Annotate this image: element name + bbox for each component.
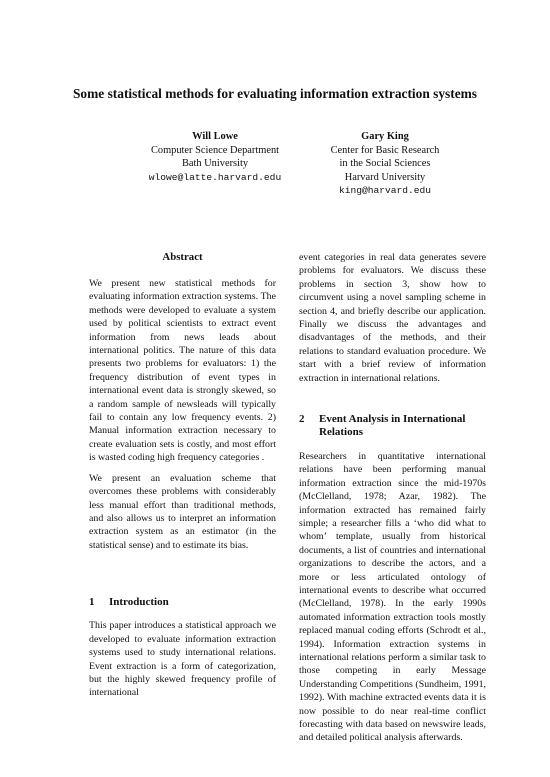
right-column: [299, 251, 486, 745]
author-affiliation: Computer Science Department: [150, 144, 280, 156]
author-affiliation: in the Social Sciences: [339, 158, 431, 170]
section-number: 2: [299, 413, 305, 426]
author-block-king: [290, 130, 480, 198]
abstract-heading: Abstract: [162, 251, 203, 263]
author-affiliation: Harvard University: [344, 171, 426, 183]
author-name: Gary King: [361, 131, 409, 142]
body-paragraph: event categories in real data generates severe problems for evaluators. We discuss these problems in section 3, show how to circumvent using a novel sampling scheme in section 4, and briefly describe our application. Finally we discuss the advantages and disadvantages of the methods, and their relations to standard evaluation procedure. We start with a brief review of information extraction in international relations.: [299, 252, 486, 384]
section-number: 1: [89, 596, 95, 608]
author-affiliation: Bath University: [181, 158, 249, 170]
section-title: Introduction: [109, 596, 169, 608]
author-block-lowe: [110, 130, 320, 184]
author-email: king@harvard.edu: [338, 185, 432, 197]
section-heading: [89, 596, 276, 609]
section-heading: [299, 413, 486, 440]
body-paragraph: This paper introduces a statistical approach we developed to evaluate information extraction systems used to study international relations. Event extraction is a form of categorization, but the highly skewed frequency profile of international: [89, 620, 276, 699]
section-title: Event Analysis in International Relations: [319, 413, 466, 439]
paper-title: Some statistical methods for evaluating information extraction systems: [72, 86, 478, 101]
author-email: wlowe@latte.harvard.edu: [148, 171, 282, 183]
abstract-paragraph: We present new statistical methods for evaluating information extraction systems. The methods were developed to evaluate a system used by political scientists to extract event information from news leads about international politics. The nature of this data presents two problems for evaluators: 1) the frequency distribution of event types in international event data is strongly skewed, so a random sample of newsleads will typically fail to contain any low frequency events. 2) Manual information extraction necessary to create evaluation sets is costly, and most effort is wasted coding high frequency categories .: [89, 278, 276, 464]
author-affiliation: Center for Basic Research: [330, 144, 440, 156]
section-introduction: [89, 596, 276, 700]
body-paragraph: Researchers in quantitative international relations have been performing manual information extraction since the mid-1970s (McClelland, 1978; Azar, 1982). The information extracted has remained fairly simple; a researcher fills a ‘who did what to whom’ template, usually from historical documents, a list of countries and international organizations to describe the actors, and a more or less articulated ontology of international events to describe what occurred (McClelland, 1978). In the early 1990s automated information extraction tools mostly replaced manual coding efforts (Schrodt et al., 1994). Information extraction systems in international relations perform a similar task to those competing in early Message Understanding Competitions (Sundheim, 1991, 1992). With machine extracted events data it is now possible to do near real-time conflict forecasting with data based on newswire leads, and detailed political analysis afterwards.: [299, 450, 486, 744]
abstract: [89, 251, 276, 559]
author-name: Will Lowe: [192, 131, 238, 142]
abstract-paragraph: We present an evaluation scheme that overcomes these problems with considerably less manual effort than traditional methods, and also allows us to interpret an information extraction system as an estimator (in the statistical sense) and to estimate its bias.: [89, 472, 276, 551]
